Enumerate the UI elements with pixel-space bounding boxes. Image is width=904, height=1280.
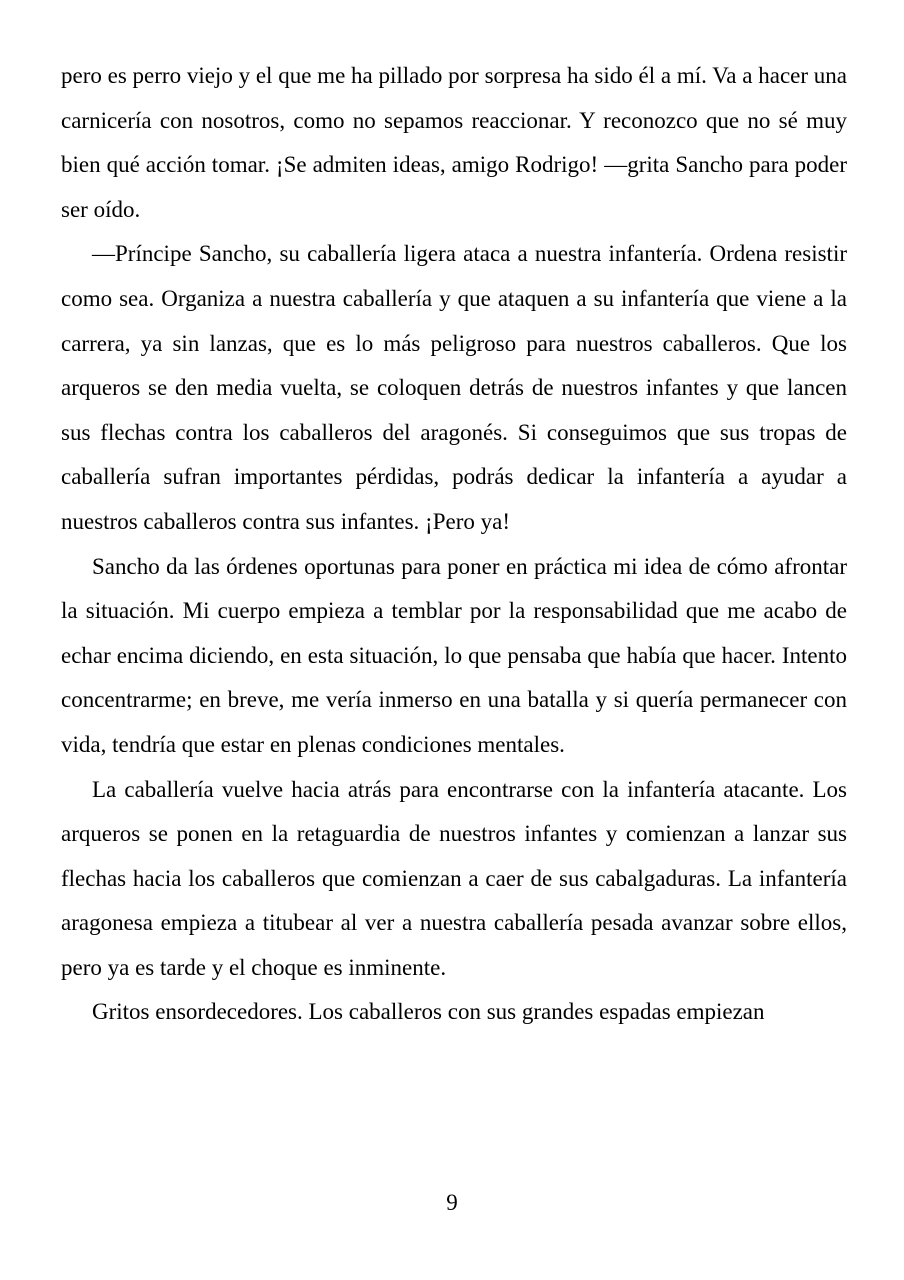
paragraph-battle-cries: Gritos ensordecedores. Los caballeros con sus grandes espadas empiezan	[92, 999, 765, 1025]
page-number: 9	[446, 1190, 458, 1215]
page-body	[61, 54, 847, 1035]
paragraph-cavalry-returns: La caballería vuelve hacia atrás para encontrarse con la infantería atacante. Los arqueros se ponen en la retaguardia de nuestros infantes y comienzan a lanzar sus flechas hacia los caballeros que comienzan a caer de sus cabalgaduras. La infantería aragonesa empieza a titubear al ver a nuestra caballería pesada avanzar sobre ellos, pero ya es tarde y el choque es inminente.	[61, 776, 847, 980]
paragraph-continuation: pero es perro viejo y el que me ha pillado por sorpresa ha sido él a mí. Va a hacer una carnicería con nosotros, como no sepamos reaccionar. Y reconozco que no sé muy bien qué acción tomar. ¡Se admiten ideas, amigo Rodrigo! —grita Sancho para poder ser oído.	[61, 63, 847, 222]
paragraph-dialogue-rodrigo: —Príncipe Sancho, su caballería ligera ataca a nuestra infantería. Ordena resistir como sea. Organiza a nuestra caballería y que ataquen a su infantería que viene a la carrera, ya sin lanzas, que es lo más peligroso para nuestros caballeros. Que los arqueros se den media vuelta, se coloquen detrás de nuestros infantes y que lancen sus flechas contra los caballeros del aragonés. Si conseguimos que sus tropas de caballería sufran importantes pérdidas, podrás dedicar la infantería a ayudar a nuestros caballeros contra sus infantes. ¡Pero ya!	[61, 241, 847, 534]
paragraph-sancho-orders: Sancho da las órdenes oportunas para poner en práctica mi idea de cómo afrontar la situación. Mi cuerpo empieza a temblar por la responsabilidad que me acabo de echar encima diciendo, en esta situación, lo que pensaba que había que hacer. Intento concentrarme; en breve, me vería inmerso en una batalla y si quería permanecer con vida, tendría que estar en plenas condiciones mentales.	[61, 553, 847, 757]
